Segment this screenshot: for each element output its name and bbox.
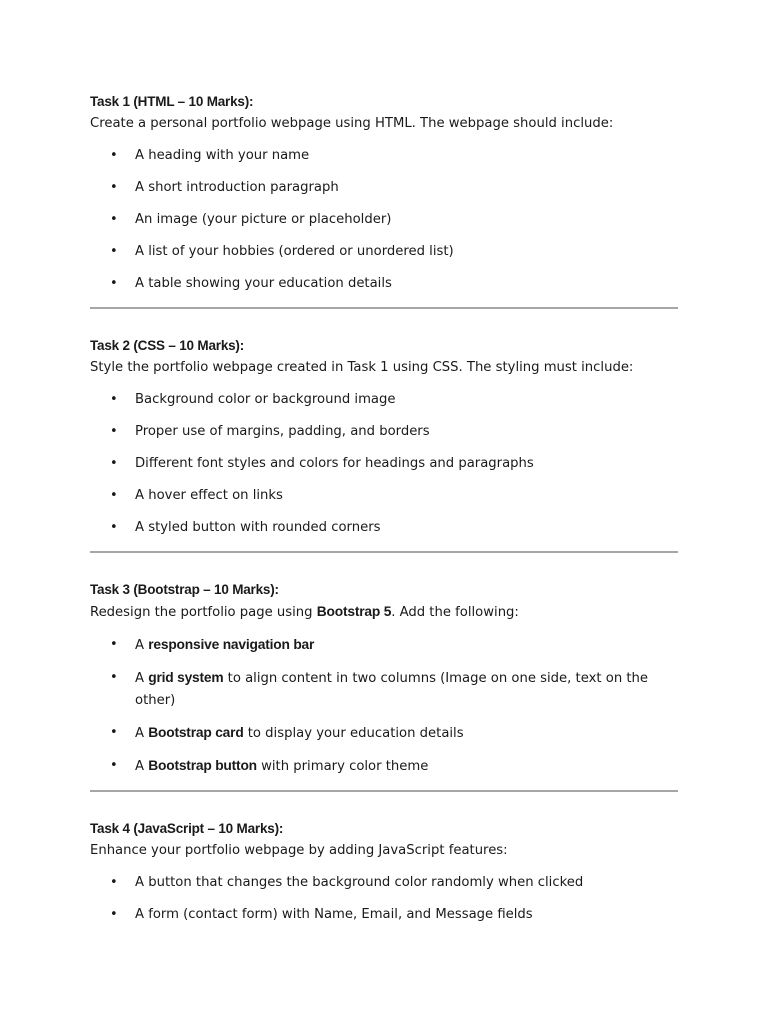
item-text: A hover effect on links [135,488,283,503]
bullet-icon: • [110,148,118,163]
document-page [90,91,678,952]
list-item [90,421,678,443]
item-text: to align content in two columns (Image on one side, text on the other) [135,671,649,708]
bullet-icon: • [110,424,118,439]
task-intro [90,357,678,379]
item-text: A list of your hobbies (ordered or unordered list) [135,244,454,259]
bullet-icon: • [110,244,118,259]
intro-text: Redesign the portfolio page using [90,605,317,620]
item-text: Proper use of margins, padding, and borders [135,424,430,439]
bullet-icon: • [110,276,118,291]
bullet-icon: • [110,488,118,503]
bold-text: responsive navigation bar [148,637,315,652]
item-text: A short introduction paragraph [135,180,339,195]
list-item [90,517,678,539]
item-text: A table showing your education details [135,276,392,291]
task-heading: Task 1 (HTML – 10 Marks): [90,94,254,109]
task-intro [90,601,678,624]
item-text: Different font styles and colors for headings and paragraphs [135,456,534,471]
item-text: An image (your picture or placeholder) [135,212,392,227]
task-heading: Task 4 (JavaScript – 10 Marks): [90,821,284,836]
item-text: A styled button with rounded corners [135,520,381,535]
list-item [90,755,678,778]
list-item [90,722,678,745]
section-divider [90,790,678,792]
intro-text: Style the portfolio webpage created in Task 1 using CSS. The styling must include: [90,360,634,375]
item-text: A button that changes the background color randomly when clicked [135,875,584,890]
task-heading: Task 2 (CSS – 10 Marks): [90,338,245,353]
section-divider [90,307,678,309]
section-divider [90,551,678,553]
item-text: A [135,726,149,741]
bold-text: grid system [148,670,224,685]
list-item [90,241,678,263]
task-section [90,91,678,309]
bold-text: Bootstrap button [148,758,257,773]
task-intro [90,840,678,862]
intro-text: Create a personal portfolio webpage using HTML. The webpage should include: [90,116,614,131]
bullet-icon: • [110,875,118,890]
bullet-icon: • [110,670,118,685]
task-section [90,818,678,926]
bullet-icon: • [110,725,118,740]
bold-text: Bootstrap card [148,725,244,740]
item-text: A [135,759,149,774]
task-section [90,335,678,553]
item-text: A [135,638,149,653]
requirement-list [90,872,678,926]
list-item [90,485,678,507]
task-intro [90,113,678,135]
list-item [90,667,678,712]
list-item [90,177,678,199]
list-item [90,634,678,657]
bullet-icon: • [110,520,118,535]
item-text: with primary color theme [256,759,429,774]
requirement-list [90,145,678,295]
item-text: Background color or background image [135,392,396,407]
list-item [90,389,678,411]
item-text: A form (contact form) with Name, Email, and Message fields [135,907,533,922]
list-item [90,872,678,894]
task-heading: Task 3 (Bootstrap – 10 Marks): [90,582,279,597]
item-text: A [135,671,149,686]
bullet-icon: • [110,907,118,922]
list-item [90,453,678,475]
requirement-list [90,634,678,778]
bullet-icon: • [110,212,118,227]
item-text: to display your education details [243,726,464,741]
intro-text: . Add the following: [391,605,519,620]
list-item [90,209,678,231]
bullet-icon: • [110,392,118,407]
task-section [90,579,678,792]
list-item [90,145,678,167]
bullet-icon: • [110,637,118,652]
bullet-icon: • [110,180,118,195]
bullet-icon: • [110,456,118,471]
bold-text: Bootstrap 5 [316,604,392,619]
list-item [90,904,678,926]
intro-text: Enhance your portfolio webpage by adding JavaScript features: [90,843,508,858]
item-text: A heading with your name [135,148,310,163]
bullet-icon: • [110,758,118,773]
list-item [90,273,678,295]
requirement-list [90,389,678,539]
